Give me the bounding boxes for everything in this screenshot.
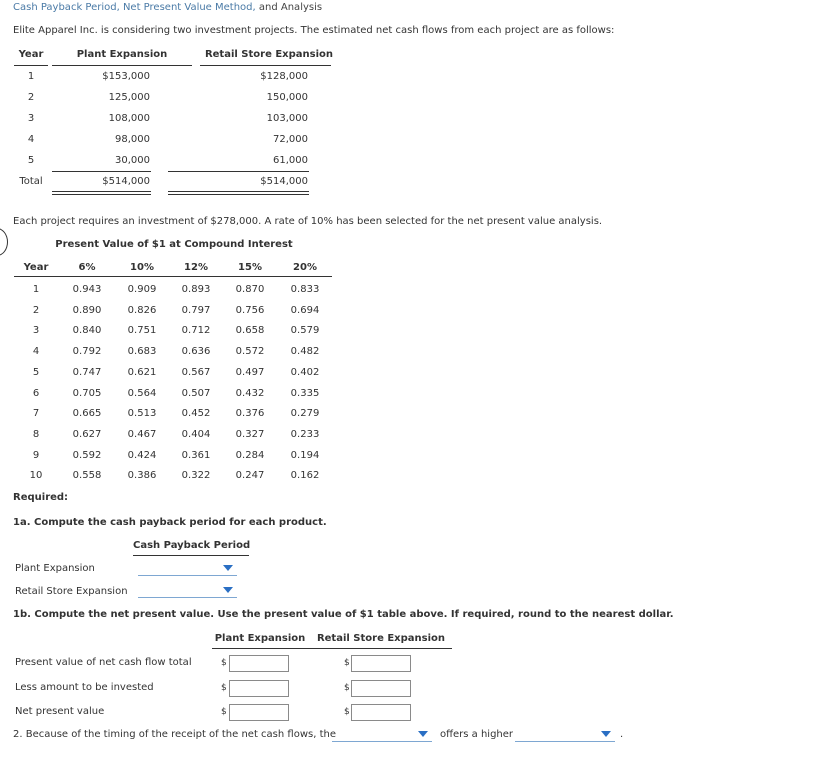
pv-factor-cell: 0.943: [72, 284, 102, 295]
q2-prompt-end: .: [620, 729, 624, 740]
pv-factor-cell: 0.627: [72, 428, 102, 440]
pv-year-cell: 2: [32, 304, 40, 316]
q1a-col-header: Cash Payback Period: [133, 540, 251, 551]
cf-header-retail: Retail Store Expansion: [204, 49, 334, 60]
pv-year-cell: 6: [32, 387, 40, 399]
retail-expansion-input[interactable]: [351, 655, 411, 672]
pv-factor-cell: 0.826: [127, 304, 157, 316]
q2-measure-dropdown[interactable]: [515, 727, 615, 742]
pv-factor-cell: 0.361: [181, 449, 211, 461]
pv-factor-cell: 0.467: [127, 428, 157, 440]
pv-factor-cell: 0.747: [72, 366, 102, 378]
pv-factor-cell: 0.386: [127, 470, 157, 482]
investment-note: Each project requires an investment of $278,000. A rate of 10% has been selected for the net present value analysis.: [13, 216, 603, 227]
cf-plant-cell: 108,000: [108, 113, 150, 124]
pv-year-cell: 4: [32, 346, 40, 358]
q1b-header-rule: [212, 648, 452, 649]
pv-factor-cell: 0.870: [235, 284, 265, 295]
pv-year-cell: 1: [32, 284, 40, 295]
q1b-row-label: Less amount to be invested: [15, 682, 154, 693]
dollar-sign: $: [221, 707, 227, 717]
cf-retail-cell: $128,000: [260, 71, 308, 82]
q1b-col1-header: Plant Expansion: [214, 633, 306, 644]
pv-factor-cell: 0.567: [181, 366, 211, 378]
plant-expansion-input[interactable]: [229, 704, 289, 721]
dollar-sign: $: [344, 658, 350, 668]
pv-factor-cell: 0.579: [290, 325, 320, 337]
pv-header-cell: 6%: [78, 262, 96, 273]
q1a-row-plant-label: Plant Expansion: [15, 563, 95, 574]
pv-factor-cell: 0.452: [181, 408, 211, 420]
chevron-down-icon: [223, 565, 233, 571]
plant-expansion-input[interactable]: [229, 655, 289, 672]
q1a-prompt-text: 1a. Compute the cash payback period for each product.: [13, 517, 327, 528]
dollar-sign: $: [221, 683, 227, 693]
q1b-row-label: Present value of net cash flow total: [15, 657, 192, 668]
cf-year-cell: 5: [27, 155, 35, 166]
title-sub: and Analysis: [258, 2, 323, 13]
title-main: Cash Payback Period, Net Present Value Method,: [13, 2, 256, 13]
q1b-col2-header: Retail Store Expansion: [316, 633, 446, 644]
cf-year-cell: 1: [27, 71, 35, 82]
chevron-down-icon: [223, 587, 233, 593]
cf-total-retail: $514,000: [260, 176, 308, 187]
pv-factor-cell: 0.694: [290, 304, 320, 316]
cf-year-cell: 4: [27, 134, 35, 145]
page-title: [13, 2, 322, 13]
pv-factor-cell: 0.322: [181, 470, 211, 482]
pv-factor-cell: 0.376: [235, 408, 265, 420]
pv-factor-cell: 0.909: [127, 284, 157, 295]
pv-factor-cell: 0.482: [290, 346, 320, 358]
pv-factor-cell: 0.890: [72, 304, 102, 316]
cf-header-year: Year: [18, 49, 44, 60]
dollar-sign: $: [221, 658, 227, 668]
q2-prompt-start: 2. Because of the timing of the receipt of the net cash flows, the: [13, 729, 336, 740]
pv-header-cell: 12%: [184, 262, 208, 273]
q1a-prompt: [13, 517, 327, 528]
pv-factor-cell: 0.284: [235, 449, 265, 461]
pv-factor-cell: 0.247: [235, 470, 265, 482]
q2-prompt-mid: offers a higher: [440, 729, 514, 740]
cf-total-plant: $514,000: [102, 176, 150, 187]
chevron-down-icon: [418, 731, 428, 737]
q1a-plant-dropdown[interactable]: [138, 561, 237, 576]
pv-header-cell: 10%: [130, 262, 154, 273]
retail-expansion-input[interactable]: [351, 704, 411, 721]
cf-rule-retail: [200, 65, 331, 66]
pv-factor-cell: 0.558: [72, 470, 102, 482]
pv-year-cell: 7: [32, 408, 40, 420]
pv-factor-cell: 0.564: [127, 387, 157, 399]
cf-plant-cell: 98,000: [115, 134, 150, 145]
cf-retail-cell: 103,000: [266, 113, 308, 124]
retail-expansion-input[interactable]: [351, 680, 411, 697]
pv-factor-cell: 0.327: [235, 428, 265, 440]
cf-plant-cell: 30,000: [115, 155, 150, 166]
pv-factor-cell: 0.712: [181, 325, 211, 337]
pv-factor-cell: 0.797: [181, 304, 211, 316]
pv-factor-cell: 0.840: [72, 325, 102, 337]
pv-year-cell: 8: [32, 428, 40, 440]
pv-factor-cell: 0.497: [235, 366, 265, 378]
q1b-row-label: Net present value: [15, 706, 105, 717]
cf-total-label: Total: [19, 176, 43, 187]
pv-year-cell: 10: [29, 470, 43, 482]
pv-factor-cell: 0.756: [235, 304, 265, 316]
cf-total-rule-plant: [52, 171, 151, 172]
q1b-prompt-text: 1b. Compute the net present value. Use the present value of $1 table above. If required, round to the nearest dollar.: [13, 609, 674, 620]
pv-factor-cell: 0.683: [127, 346, 157, 358]
q1b-prompt: [13, 609, 674, 620]
q1a-row-retail-label: Retail Store Expansion: [15, 586, 128, 597]
q1a-header-rule: [133, 555, 249, 556]
pv-factor-cell: 0.792: [72, 346, 102, 358]
pv-header-cell: 20%: [293, 262, 317, 273]
cf-total-dbl-retail: [168, 191, 309, 195]
cf-plant-cell: $153,000: [102, 71, 150, 82]
pv-header-cell: 15%: [238, 262, 262, 273]
cf-retail-cell: 61,000: [273, 155, 308, 166]
cf-rule-plant: [52, 65, 192, 66]
cf-total-dbl-plant: [52, 191, 151, 195]
intro-text: Elite Apparel Inc. is considering two investment projects. The estimated net cash flows from each project are as follows:: [13, 25, 615, 36]
pv-factor-cell: 0.194: [290, 449, 320, 461]
pv-header-rule: [14, 276, 332, 277]
chevron-down-icon: [601, 731, 611, 737]
pv-factor-cell: 0.751: [127, 325, 157, 337]
pv-factor-cell: 0.636: [181, 346, 211, 358]
pv-factor-cell: 0.404: [181, 428, 211, 440]
pv-factor-cell: 0.162: [290, 470, 320, 482]
cf-plant-cell: 125,000: [108, 92, 150, 103]
dollar-sign: $: [344, 707, 350, 717]
dollar-sign: $: [344, 683, 350, 693]
cf-total-rule-retail: [168, 171, 309, 172]
pv-year-cell: 9: [32, 449, 40, 461]
pv-factor-cell: 0.621: [127, 366, 157, 378]
pv-title: Present Value of $1 at Compound Interest: [55, 239, 293, 250]
cf-retail-cell: 72,000: [273, 134, 308, 145]
pv-factor-cell: 0.705: [72, 387, 102, 399]
pv-factor-cell: 0.665: [72, 408, 102, 420]
cf-rule-year: [14, 65, 48, 66]
cf-year-cell: 2: [27, 92, 35, 103]
pv-factor-cell: 0.402: [290, 366, 320, 378]
cf-year-cell: 3: [27, 113, 35, 124]
pv-year-cell: 3: [32, 325, 40, 337]
pv-factor-cell: 0.658: [235, 325, 265, 337]
pv-factor-cell: 0.335: [290, 387, 320, 399]
pv-factor-cell: 0.893: [181, 284, 211, 295]
pv-factor-cell: 0.507: [181, 387, 211, 399]
pv-factor-cell: 0.572: [235, 346, 265, 358]
cf-header-plant: Plant Expansion: [76, 49, 168, 60]
plant-expansion-input[interactable]: [229, 680, 289, 697]
pv-factor-cell: 0.592: [72, 449, 102, 461]
cf-retail-cell: 150,000: [266, 92, 308, 103]
pv-header-cell: Year: [23, 262, 49, 273]
pv-factor-cell: 0.279: [290, 408, 320, 420]
required-label: Required:: [13, 492, 69, 503]
pv-year-cell: 5: [32, 366, 40, 378]
q1a-retail-dropdown[interactable]: [138, 583, 237, 598]
marker-arc: [0, 228, 8, 256]
pv-factor-cell: 0.833: [290, 284, 320, 295]
pv-factor-cell: 0.424: [127, 449, 157, 461]
pv-factor-cell: 0.233: [290, 428, 320, 440]
q2-project-dropdown[interactable]: [332, 727, 432, 742]
pv-factor-cell: 0.513: [127, 408, 157, 420]
pv-factor-cell: 0.432: [235, 387, 265, 399]
